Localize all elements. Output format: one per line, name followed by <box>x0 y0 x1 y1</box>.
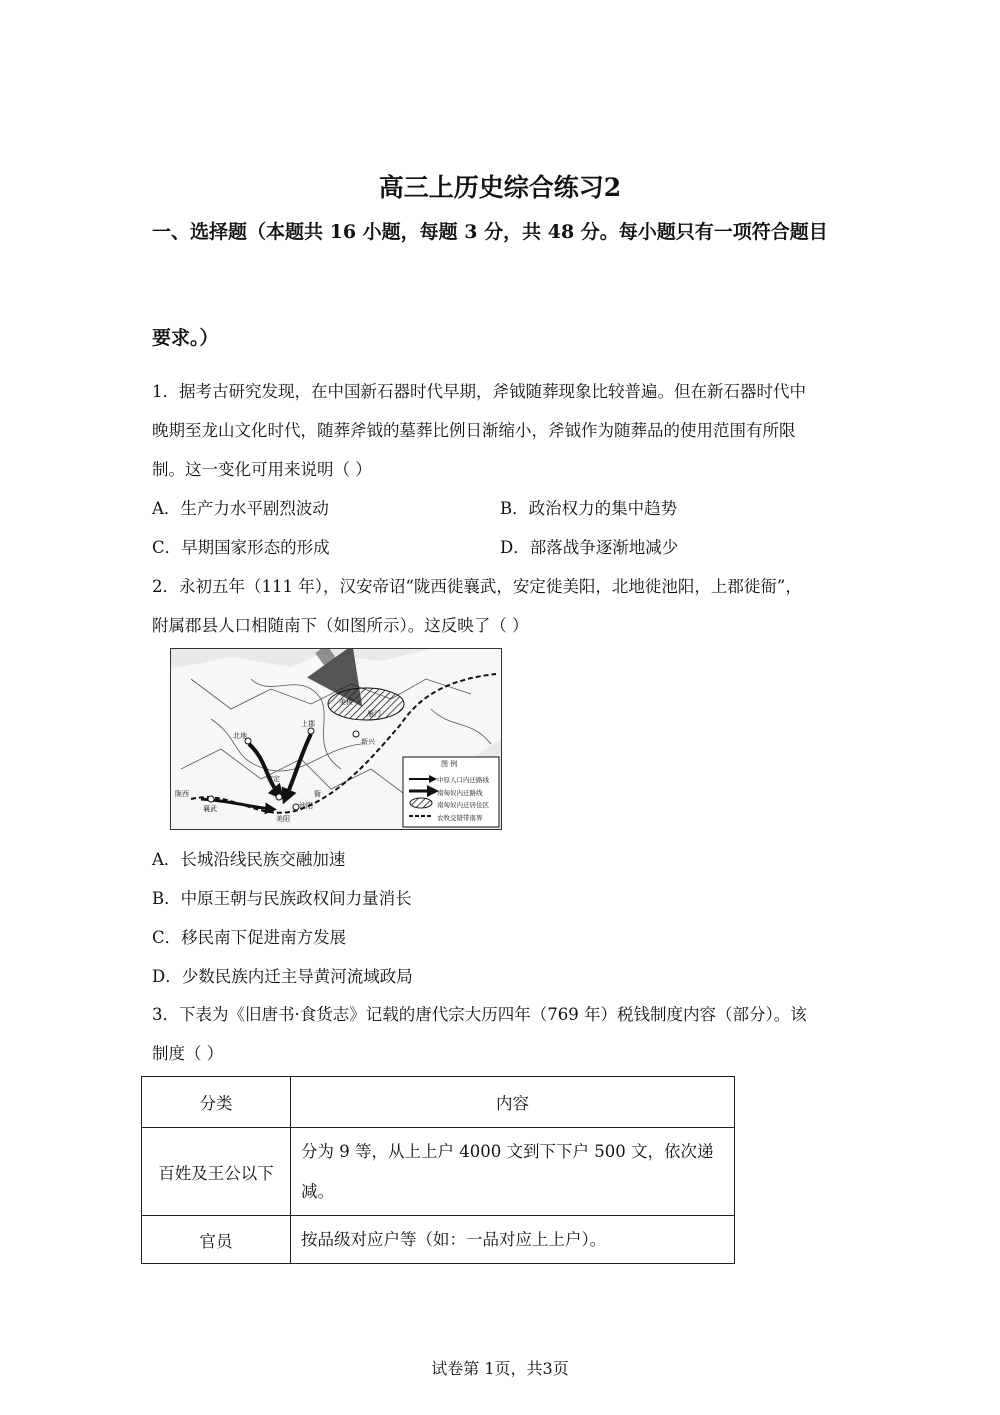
map-place: 衙 <box>314 790 321 798</box>
table-header-cell: 分类 <box>142 1077 291 1128</box>
tax-table <box>141 1076 735 1264</box>
page-title: 高三上历史综合练习2 <box>378 173 622 202</box>
map-legend-labels <box>437 774 489 824</box>
table-cell-content: 按品级对应户等（如：一品对应上上户）。 <box>291 1216 735 1264</box>
section-heading-cont: 要求。） <box>152 327 219 349</box>
table-cell-line: 减。 <box>301 1181 334 1201</box>
map-place: 美阳 <box>276 815 290 823</box>
table-header-row <box>142 1077 735 1128</box>
q1-stem-2: 晚期至龙山文化时代，随葬斧钺的墓葬比例日渐缩小，斧钺作为随葬品的使用范围有所限 <box>152 421 796 440</box>
q1-stem-1: 1．据考古研究发现，在中国新石器时代早期，斧钺随葬现象比较普遍。但在新石器时代中 <box>152 382 806 401</box>
q1-option-d: D．部落战争逐渐地减少 <box>500 538 679 557</box>
map-place: 新兴 <box>361 738 375 746</box>
q2-option-c: C．移民南下促进南方发展 <box>152 928 347 947</box>
table-cell-category: 官员 <box>142 1216 291 1264</box>
map-place: 北地 <box>233 732 247 740</box>
q1-option-c: C．早期国家形态的形成 <box>152 538 330 557</box>
q2-option-b: B．中原王朝与民族政权间力量消长 <box>152 889 412 908</box>
q2-option-d: D．少数民族内迁主导黄河流域政局 <box>152 967 413 986</box>
q2-option-a: A．长城沿线民族交融加速 <box>152 850 346 869</box>
map-legend-item: 中原人口内迁路线 <box>437 776 489 784</box>
map-place: 雁门 <box>367 710 381 718</box>
map-place: 陇西 <box>175 790 189 798</box>
q2-stem-1: 2．永初五年（111 年），汉安帝诏“陇西徙襄武，安定徙美阳，北地徙池阳，上郡徙衙”， <box>152 577 802 596</box>
table-header-cell: 内容 <box>291 1077 735 1128</box>
q2-stem-2: 附属郡县人口相随南下（如图所示）。这反映了（ ） <box>152 616 529 635</box>
map-place: 美稷 <box>339 698 353 706</box>
q3-stem-1: 3．下表为《旧唐书·食货志》记载的唐代宗大历四年（769 年）税钱制度内容（部分）。该 <box>152 1005 807 1024</box>
q3-stem-2: 制度（ ） <box>152 1044 224 1063</box>
table-cell-content <box>291 1128 735 1216</box>
migration-map <box>170 648 502 830</box>
table-row <box>142 1216 735 1264</box>
map-legend-item: 南匈奴内迁居住区 <box>437 801 489 809</box>
q1-option-a: A．生产力水平剧烈波动 <box>152 499 329 518</box>
page-footer: 试卷第 1页，共3页 <box>431 1359 569 1378</box>
table-row <box>142 1128 735 1216</box>
table-cell-line: 分为 9 等，从上上户 4000 文到下下户 500 文，依次递 <box>301 1141 714 1161</box>
q1-stem-3: 制。这一变化可用来说明（ ） <box>152 460 372 479</box>
map-place: 池阳 <box>299 802 313 810</box>
map-legend-item: 农牧交错带南界 <box>437 813 483 822</box>
map-place: 襄武 <box>203 805 217 813</box>
map-place: 安定 <box>266 775 280 783</box>
map-legend-title: 图 例 <box>441 760 458 768</box>
table-cell-category: 百姓及王公以下 <box>142 1128 291 1216</box>
map-place: 上郡 <box>301 720 315 728</box>
section-heading: 一、选择题（本题共 16 小题，每题 3 分，共 48 分。每小题只有一项符合题目 <box>152 221 828 243</box>
q1-option-b: B．政治权力的集中趋势 <box>500 499 678 518</box>
map-legend-item: 南匈奴内迁路线 <box>437 788 483 797</box>
